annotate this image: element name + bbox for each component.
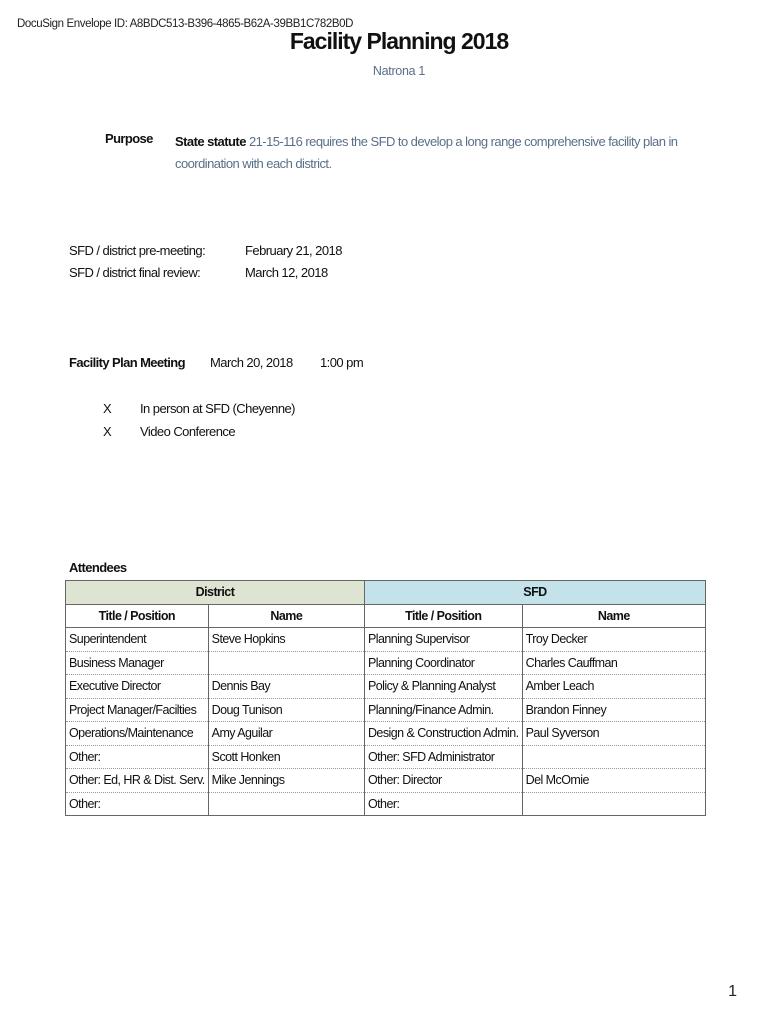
meeting-label: Facility Plan Meeting	[69, 355, 185, 370]
district-title-cell: Other: Ed, HR & Dist. Serv.	[66, 769, 209, 793]
group-header-row	[66, 581, 706, 605]
district-name-cell	[208, 651, 364, 675]
district-title-cell: Other:	[66, 745, 209, 769]
district-name-cell: Mike Jennings	[208, 769, 364, 793]
district-name-cell: Steve Hopkins	[208, 628, 364, 652]
table-row	[66, 722, 706, 746]
district-group-header: District	[66, 581, 365, 605]
final-review-label: SFD / district final review:	[69, 265, 201, 280]
district-title-cell: Executive Director	[66, 675, 209, 699]
district-title-cell: Operations/Maintenance	[66, 722, 209, 746]
sfd-title-cell: Other:	[364, 792, 522, 816]
statute-number: 21-15-116	[248, 134, 303, 149]
sfd-title-cell: Policy & Planning Analyst	[364, 675, 522, 699]
sfd-name-header: Name	[522, 604, 705, 628]
sfd-name-cell: Brandon Finney	[522, 698, 705, 722]
district-title-header: Title / Position	[66, 604, 209, 628]
table-row	[66, 769, 706, 793]
video-conference-option: Video Conference	[140, 424, 236, 439]
district-title-cell: Superintendent	[66, 628, 209, 652]
district-name-cell: Scott Honken	[208, 745, 364, 769]
in-person-option: In person at SFD (Cheyenne)	[140, 401, 295, 416]
district-name-cell: Dennis Bay	[208, 675, 364, 699]
purpose-text	[175, 131, 715, 175]
sfd-name-cell: Paul Syverson	[522, 722, 705, 746]
district-name-header: Name	[208, 604, 364, 628]
sfd-title-cell: Planning/Finance Admin.	[364, 698, 522, 722]
final-review-date: March 12, 2018	[245, 265, 328, 280]
district-name-cell: Amy Aguilar	[208, 722, 364, 746]
table-row	[66, 792, 706, 816]
table-row	[66, 675, 706, 699]
meeting-time: 1:00 pm	[320, 355, 364, 370]
district-title-cell: Business Manager	[66, 651, 209, 675]
table-row	[66, 628, 706, 652]
district-subtitle: Natrona 1	[372, 64, 426, 78]
sfd-title-header: Title / Position	[364, 604, 522, 628]
video-conference-mark: X	[103, 424, 112, 439]
sfd-title-cell: Other: SFD Administrator	[364, 745, 522, 769]
district-name-cell	[208, 792, 364, 816]
purpose-label: Purpose	[105, 131, 153, 146]
purpose-lead: State statute	[175, 134, 246, 149]
district-name-cell: Doug Tunison	[208, 698, 364, 722]
sfd-name-cell	[522, 792, 705, 816]
document-title: Facility Planning 2018	[289, 28, 509, 54]
sfd-name-cell: Charles Cauffman	[522, 651, 705, 675]
sfd-name-cell: Troy Decker	[522, 628, 705, 652]
sfd-title-cell: Design & Construction Admin.	[364, 722, 522, 746]
in-person-mark: X	[103, 401, 112, 416]
column-header-row	[66, 604, 706, 628]
table-row	[66, 698, 706, 722]
pre-meeting-label: SFD / district pre-meeting:	[69, 243, 206, 258]
sfd-name-cell: Del McOmie	[522, 769, 705, 793]
sfd-title-cell: Planning Supervisor	[364, 628, 522, 652]
attendees-label: Attendees	[69, 560, 127, 575]
district-title-cell: Project Manager/Facilties	[66, 698, 209, 722]
district-title-cell: Other:	[66, 792, 209, 816]
table-row	[66, 745, 706, 769]
sfd-name-cell: Amber Leach	[522, 675, 705, 699]
table-row	[66, 651, 706, 675]
pre-meeting-date: February 21, 2018	[245, 243, 342, 258]
meeting-date: March 20, 2018	[210, 355, 293, 370]
page-number: 1	[728, 983, 737, 1000]
sfd-name-cell	[522, 745, 705, 769]
sfd-title-cell: Other: Director	[364, 769, 522, 793]
docusign-envelope-id: DocuSign Envelope ID: A8BDC513-B396-4865-B62A-39BB1C782B0D	[17, 18, 354, 30]
sfd-title-cell: Planning Coordinator	[364, 651, 522, 675]
purpose-body: requires the SFD to develop a long range comprehensive facility plan in coordination with each district.	[175, 134, 678, 171]
attendees-table	[65, 580, 706, 816]
sfd-group-header: SFD	[364, 581, 705, 605]
